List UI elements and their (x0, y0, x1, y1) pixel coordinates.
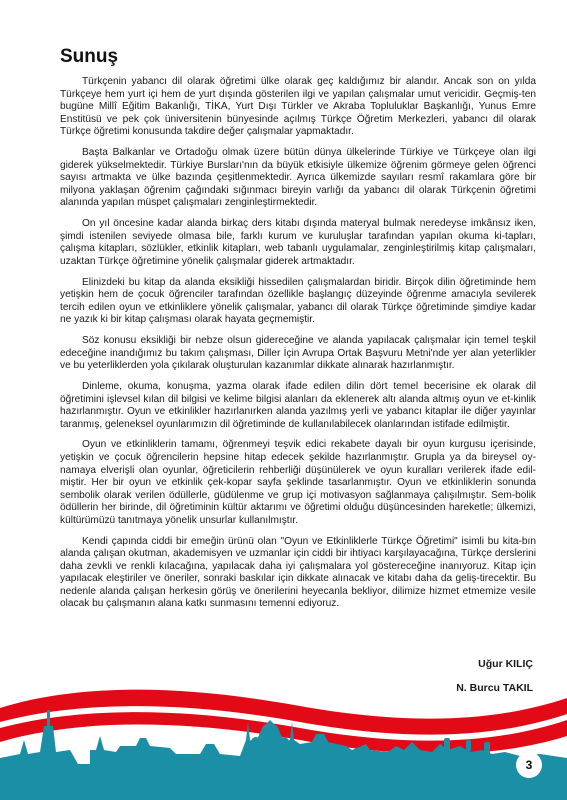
dome-shape (279, 737, 289, 747)
preface-body (60, 76, 536, 619)
paragraph: Türkçenin yabancı dil olarak öğretimi ülke olarak geç kaldığımız bir alandır. Ancak son on yılda Türkçeye hem yurt içi hem de yurt dışında gösterilen ilgi ve yapılan çalışmalar umut vericidir. Geçmiş-ten bugüne Millî Eğitim Bakanlığı, TİKA, Yurt Dışı Türkler ve Akraba Topluluklar Başkanlığı, Yunus Emre Enstitüsü ve pek çok üniversitenin bünyesinde açılmış Türkçe Öğretim Merkezleri, yabancı dil olarak Türkçe öğretimi konusunda takdire değer çalışmalar yapmaktadır. (60, 76, 536, 138)
figure-shape (466, 740, 471, 752)
paragraph: Kendi çapında ciddi bir emeğin ürünü olan "Oyun ve Etkinliklerle Türkçe Öğretimi" isimli bu kita-bın alanda çalışan okutman, akademisyen ve uzmanlar için ciddi bir ihtiyacı karşılayacağına, Türkçe derslerini daha zevkli ve renkli kılacağına, yapılacak daha iyi çalışmalara yol göstereceğine inanıyoruz. Kitap için yapılacak eleştiriler ve öneriler, sonraki baskılar için dikkate alınacak ve kitabı daha da geliş-tirecektir. Bu nedenle alanda çalışan herkesin görüş ve önerilerini heyecanla bekliyor, dilimize hizmet etmemize vesile olacak bu çalışmanın alana katkı sunmasını temenni ediyoruz. (60, 535, 536, 610)
figure-shape (444, 738, 450, 752)
figure-shape (484, 742, 490, 754)
paragraph: Oyun ve etkinliklerin tamamı, öğrenmeyi teşvik edici rekabete dayalı bir oyun kurgusu içerisinde, yetişkin ve çocuk öğrencilerin hepsine hitap edecek şekilde hazırlanmıştır. Grupla ya da bireysel oy-namaya elverişli olan oyunlar, öğreticilerin rehberliği düşünülerek ve oyun kuralları verilerek ifade edil-miştir. Her bir oyun ve etkinlik çek-kopar sayfa şeklinde tasarlanmıştır. Oyun ve etkinliklerin sonunda sembolik olarak verilen ödüllerle, güdülenme ve grup içi motivasyon sağlanmaya çalışılmıştır. Sem-bolik ödüllerin her birinde, dil öğretiminin kültür aktarımı ve öğretimi olduğu düşüncesinden hareketle; ülkemizi, kültürümüzü tanıtmaya yönelik unsurlar kullanılmıştır. (60, 439, 536, 526)
page-number-badge: 3 (516, 752, 542, 778)
dome-shape (251, 737, 261, 747)
page-title: Sunuş (60, 46, 119, 67)
author-name: N. Burcu TAKIL (456, 682, 533, 694)
author-name: Uğur KILIÇ (478, 658, 533, 670)
footer-skyline-illustration (0, 680, 567, 800)
paragraph: Söz konusu eksikliği bir nebze olsun gidereceğine ve alanda yapılacak çalışmalar için temel teşkil edeceğine inandığımız bu takım çalışması, Diller İçin Avrupa Ortak Başvuru Metni'nde yer alan yeterlikler ve bu yeterliklerden yola çıkılarak oluşturulan kazanımlar dikkate alınarak hazırlanmıştır. (60, 335, 536, 372)
dome-shape (261, 723, 279, 741)
paragraph: Elinizdeki bu kitap da alanda eksikliği hissedilen çalışmalardan biridir. Birçok dilin öğretiminde hem yetişkin hem de çocuk öğrenciler tarafından özellikle başlangıç düzeyinde öğrenme amacıyla sevilerek tercih edilen oyun ve etkinliklere yönelik çalışmalar, yabancı dil olarak Türkçe öğretiminde şimdiye kadar ne yazık ki bir kitap çalışması olarak hayata geçmemiştir. (60, 276, 536, 326)
paragraph: Başta Balkanlar ve Ortadoğu olmak üzere bütün dünya ülkelerinde Türkiye ve Türkçeye olan ilgi giderek yükselmektedir. Türkiye Bursları'nın da büyük etkisiyle ülkemize öğrenim görmeye gelen öğrenci sayısı artmakta ve ülke bazında çeşitlenmektedir. Ayrıca ülkemizde sayıları resmî rakamlara göre bir milyona yaklaşan öğrenim çağındaki sığınmacı bireyin varlığı da yabancı dil olarak Türkçenin öğretimi alanında yapılan müspet çalışmaları zenginleştirmektedir. (60, 147, 536, 209)
paragraph: Dinleme, okuma, konuşma, yazma olarak ifade edilen dilin dört temel becerisine ek olarak dil öğretimini işlevsel kılan dil bilgisi ve kelime bilgisi alanları da eklenerek altı alanda altmış oyun ve et-kinlik hazırlanmıştır. Oyun ve etkinlikler hazırlanırken alanda yazılmış yerli ve yabancı kitaplar ile diğer yayınlar taranmış, geleneksel oyunlarımızın dil öğretiminde de kullanılabilecek olanlarından istifade edilmiştir. (60, 380, 536, 430)
paragraph: On yıl öncesine kadar alanda birkaç ders kitabı dışında materyal bulmak neredeyse imkânsız iken, şimdi istenilen seviyede olmasa bile, farklı kurum ve kuruluşlar tarafından yapılan okuma ki-tapları, çalışma kitapları, sözlükler, etkinlik kitapları, web tabanlı uygulamalar, zenginleştirilmiş kitap çalışmaları, uzaktan Türkçe öğretimine yönelik çalışmalar giderek artmaktadır. (60, 218, 536, 267)
